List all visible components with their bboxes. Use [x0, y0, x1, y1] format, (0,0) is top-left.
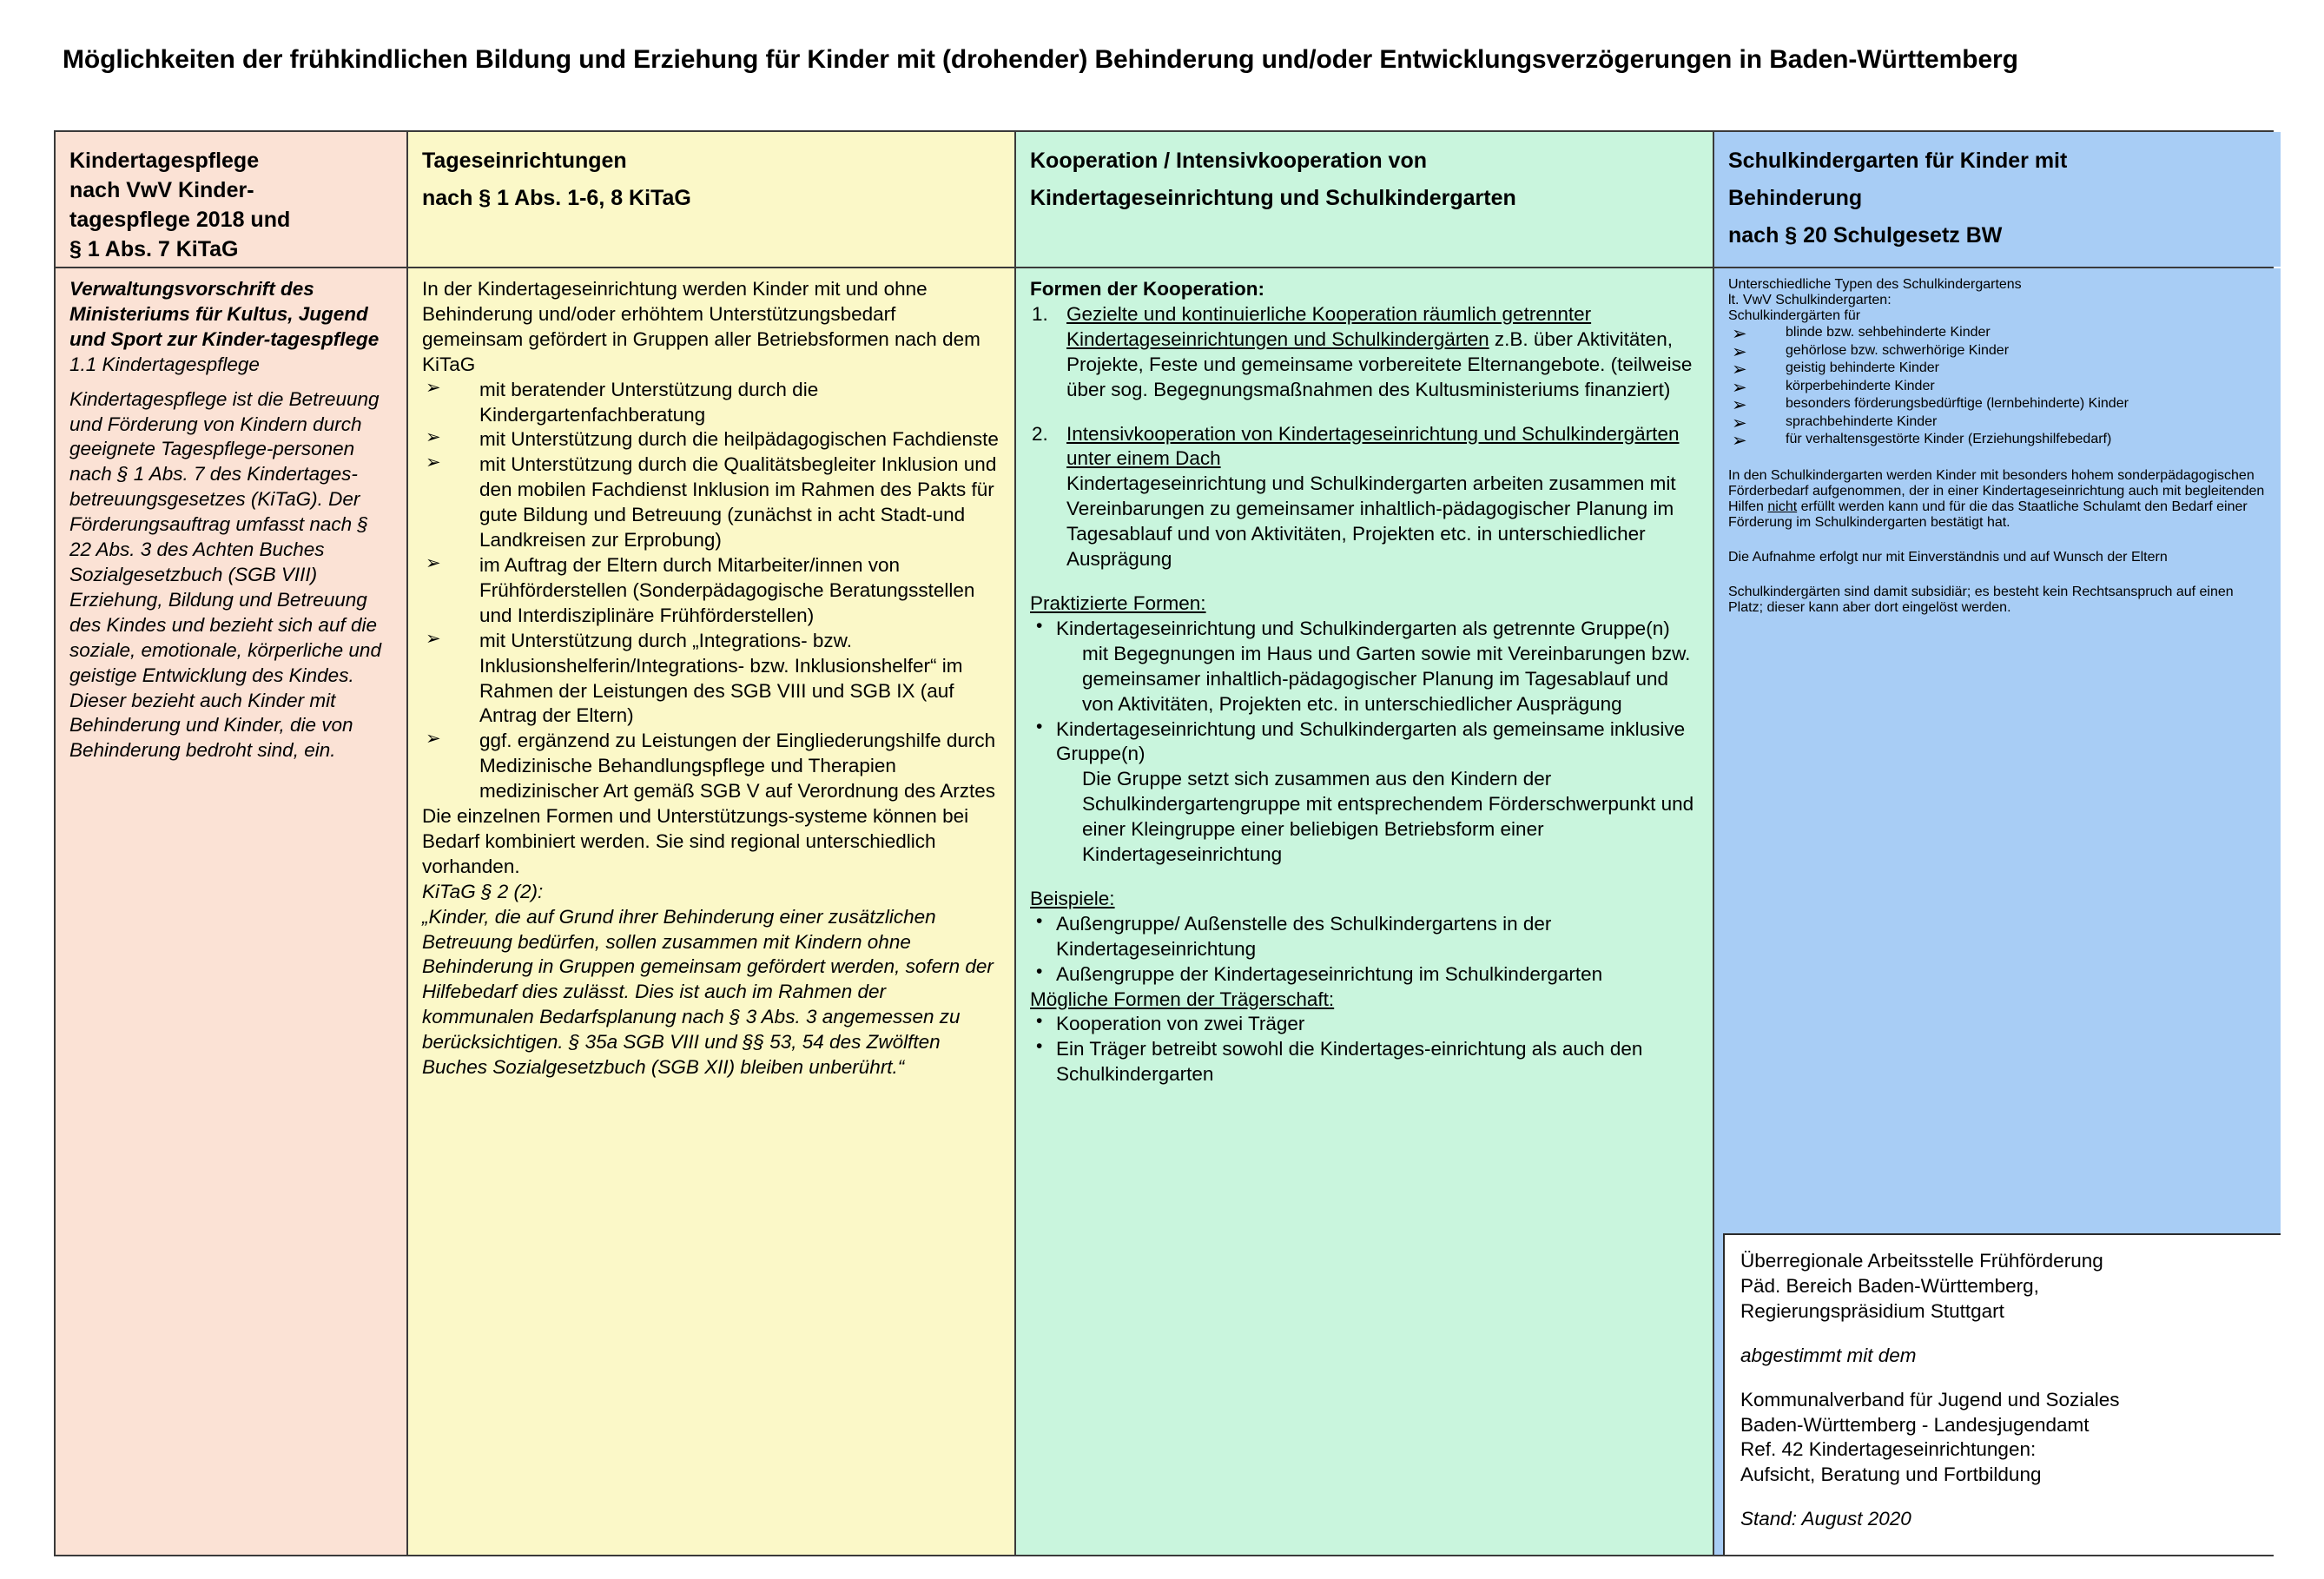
spacer: [1728, 449, 2267, 468]
footer-partner-line3: Ref. 42 Kindertageseinrichtungen:: [1740, 1438, 2037, 1461]
arrow-bullet-icon: ➢: [1732, 413, 1747, 433]
list-item-label: mit Unterstützung durch „Integrations- bzw. Inklusionshelferin/Integrations- bzw. Inklusionshelfer“ im Rahmen der Leistungen des SGB VIII und SGB IX (auf Antrag der Eltern): [479, 629, 963, 727]
col3-item2-rest: Kindertageseinrichtung und Schulkindergarten arbeiten zusammen mit Vereinbarungen zu gemeinsamer inhaltlich-pädagogischer Planung im Tagesablauf und von Aktivitäten, Projekten etc. in unterschiedlicher Ausprägung: [1066, 472, 1676, 571]
column-body-schulkindergarten: [1714, 268, 2281, 1555]
col3-practiced-list: [1030, 617, 1699, 868]
col1-header-line1: Kindertagespflege: [69, 149, 260, 173]
list-number: 2.: [1032, 422, 1048, 445]
list-number: 1.: [1032, 302, 1048, 325]
column-header-tageseinrichtungen: [408, 132, 1014, 267]
col3-item1-rest: z.B. über Aktivitäten, Projekte, Feste und gemeinsame vorbereitete Elternangebote. (teilweise über sog. Begegnungsmaßnahmen des Kultusministeriums finanziert): [1066, 327, 1693, 400]
arrow-bullet-icon: ➢: [426, 729, 441, 750]
col2-intro: In der Kindertageseinrichtung werden Kinder mit und ohne Behinderung und/oder erhöhtem Unterstützungsbedarf gemeinsam gefördert in Gruppen aller Betriebsformen nach dem KiTaG: [422, 278, 980, 375]
list-item-label: Ein Träger betreibt sowohl die Kindertages-einrichtung als auch den Schulkindergarten: [1056, 1038, 1643, 1086]
arrow-bullet-icon: ➢: [426, 377, 441, 398]
dot-bullet-icon: •: [1036, 1011, 1043, 1032]
footer-coordinated: abgestimmt mit dem: [1740, 1344, 1917, 1366]
col2-support-list: [422, 378, 1000, 804]
list-item: [1728, 395, 2267, 416]
col4-types-list: [1728, 324, 2267, 452]
list-item-label: mit beratender Unterstützung durch die Kindergartenfachberatung: [479, 378, 819, 426]
list-item-label: Kindertageseinrichtung und Schulkindergarten als getrennte Gruppe(n): [1056, 617, 1670, 639]
list-item: [422, 629, 1000, 730]
spacer: [1030, 572, 1699, 591]
header-spacer: [1030, 175, 1699, 183]
spacer: [1030, 868, 1699, 887]
column-body-kooperation: [1016, 268, 1713, 1555]
page-title: Möglichkeiten der frühkindlichen Bildung und Erziehung für Kinder mit (drohender) Behinderung und/oder Entwicklungsverzögerungen in Baden-Württemberg: [63, 45, 2018, 74]
list-item: [422, 553, 1000, 629]
col4-header-line3: nach § 20 Schulgesetz BW: [1728, 223, 2003, 248]
spacer: [69, 378, 393, 387]
col4-para2: Die Aufnahme erfolgt nur mit Einverständnis und auf Wunsch der Eltern: [1728, 549, 2168, 565]
col1-header-line2: nach VwV Kinder-: [69, 178, 254, 202]
col4-content: [1714, 268, 2281, 1246]
footer-org-line3: Regierungspräsidium Stuttgart: [1740, 1299, 2004, 1322]
col4-intro-line1: Unterschiedliche Typen des Schulkindergartens: [1728, 277, 2022, 292]
list-item: [1728, 360, 2267, 378]
col4-para1-emphasis: nicht: [1767, 499, 1798, 514]
col3-traeger-title: Mögliche Formen der Trägerschaft:: [1030, 988, 1335, 1010]
spacer: [1030, 403, 1699, 422]
list-item: [422, 729, 1000, 804]
col4-para1-b: erfüllt werden kann und für die das Staatliche Schulamt den Bedarf einer Förderung im Schulkindergarten bestätigt hat.: [1728, 499, 2248, 530]
footer-org-line2: Päd. Bereich Baden-Württemberg,: [1740, 1274, 2039, 1297]
spacer: [1740, 1488, 2270, 1507]
arrow-bullet-icon: ➢: [1732, 360, 1747, 380]
col3-section-title: Formen der Kooperation:: [1030, 278, 1265, 300]
col3-practiced-title: Praktizierte Formen:: [1030, 591, 1206, 614]
dot-bullet-icon: •: [1036, 910, 1043, 931]
spacer: [1728, 565, 2267, 585]
header-spacer: [1728, 213, 2267, 221]
col4-header-line1: Schulkindergarten für Kinder mit: [1728, 149, 2068, 173]
arrow-bullet-icon: ➢: [1732, 324, 1747, 344]
list-item: [1030, 1012, 1699, 1037]
col2-header-line2: nach § 1 Abs. 1-6, 8 KiTaG: [422, 186, 691, 210]
header-spacer: [1728, 175, 2267, 183]
list-item: [1728, 413, 2267, 432]
col1-header-line3: tagespflege 2018 und: [69, 208, 291, 232]
col1-subheading: 1.1 Kindertagespflege: [69, 353, 260, 375]
footer-info-box: [1723, 1233, 2281, 1555]
spacer: [1740, 1325, 2270, 1344]
column-header-kindertagespflege: [56, 132, 406, 267]
list-item: [422, 427, 1000, 453]
dot-bullet-icon: •: [1036, 1036, 1043, 1057]
list-item: [1030, 717, 1699, 868]
list-item: [1728, 378, 2267, 396]
list-item-label: im Auftrag der Eltern durch Mitarbeiter/innen von Frühförderstellen (Sonderpädagogische Beratungsstellen und Interdisziplinäre Frühförderstellen): [479, 553, 975, 626]
list-item-label: Außengruppe der Kindertageseinrichtung im Schulkindergarten: [1056, 962, 1603, 985]
col1-paragraph: Kindertagespflege ist die Betreuung und Förderung von Kindern durch geeignete Tagespflege-personen nach § 1 Abs. 7 des Kindertages-betreuungsgesetzes (KiTaG). Der Förderungsauftrag umfasst nach § 22 Abs. 3 des Achten Buches Sozialgesetzbuch (SGB VIII) Erziehung, Bildung und Betreuung des Kindes und bezieht sich auf die soziale, emotionale, körperliche und geistige Entwicklung des Kindes. Dieser bezieht auch Kinder mit Behinderung und Kinder, die von Behinderung bedroht sind, ein.: [69, 387, 381, 762]
spacer: [1740, 1369, 2270, 1388]
footer-partner-line2: Baden-Württemberg - Landesjugendamt: [1740, 1413, 2090, 1436]
list-item: [1030, 962, 1699, 988]
col2-header-line1: Tageseinrichtungen: [422, 149, 627, 173]
col4-intro-line3: Schulkindergärten für: [1728, 308, 1861, 323]
arrow-bullet-icon: ➢: [426, 628, 441, 649]
list-item-label: für verhaltensgestörte Kinder (Erziehungshilfebedarf): [1786, 432, 2112, 447]
overview-table: [54, 130, 2274, 1556]
col4-intro-line2: lt. VwV Schulkindergarten:: [1728, 293, 1892, 307]
col1-heading: Verwaltungsvorschrift des Ministeriums für Kultus, Jugend und Sport zur Kinder-tagespflege: [69, 278, 380, 350]
list-item-label: ggf. ergänzend zu Leistungen der Eingliederungshilfe durch Medizinische Behandlungspflege und Therapien medizinischer Art gemäß SGB V auf Verordnung des Arztes: [479, 730, 996, 803]
arrow-bullet-icon: ➢: [1732, 431, 1747, 452]
header-spacer: [422, 175, 1000, 183]
col1-header-line4: § 1 Abs. 7 KiTaG: [69, 237, 239, 261]
col3-examples-list: [1030, 912, 1699, 988]
col3-traeger-list: [1030, 1012, 1699, 1087]
arrow-bullet-icon: ➢: [426, 453, 441, 473]
col4-para3: Schulkindergärten sind damit subsidiär; es besteht kein Rechtsanspruch auf einen Platz; dieser kann aber dort eingelöst werden.: [1728, 584, 2234, 615]
footer-partner-line4: Aufsicht, Beratung und Fortbildung: [1740, 1463, 2042, 1486]
list-item-label: Kooperation von zwei Träger: [1056, 1013, 1305, 1035]
arrow-bullet-icon: ➢: [1732, 377, 1747, 398]
col2-quote: „Kinder, die auf Grund ihrer Behinderung einer zusätzlichen Betreuung bedürfen, sollen zusammen mit Kindern ohne Behinderung in Gruppen gemeinsam gefördert werden, sofern der Hilfebedarf dies zulässt. Dies ist auch im Rahmen der kommunalen Bedarfsplanung nach § 3 Abs. 3 angemessen zu berücksichtigen. § 35a SGB VIII und §§ 53, 54 des Zwölften Buches Sozialgesetzbuch (SGB XII) bleiben unberührt.“: [422, 905, 994, 1079]
col4-para1: [1728, 468, 2267, 531]
col4-header-line2: Behinderung: [1728, 186, 1863, 210]
list-item: [1728, 431, 2267, 452]
col3-header-line1: Kooperation / Intensivkooperation von: [1030, 149, 1427, 173]
footer-stand: Stand: August 2020: [1740, 1508, 1911, 1530]
col3-item1-underlined: Gezielte und kontinuierliche Kooperation räumlich getrennter Kindertageseinrichtungen und Schulkindergärten: [1066, 302, 1592, 350]
list-item: [1030, 617, 1699, 717]
list-item-label: geistig behinderte Kinder: [1786, 360, 1940, 376]
list-item-label: gehörlose bzw. schwerhörige Kinder: [1786, 342, 2010, 358]
arrow-bullet-icon: ➢: [426, 552, 441, 573]
dot-bullet-icon: •: [1036, 615, 1043, 636]
footer-partner-line1: Kommunalverband für Jugend und Soziales: [1740, 1388, 2120, 1411]
list-item: [422, 378, 1000, 428]
column-body-tageseinrichtungen: [408, 268, 1014, 1555]
list-item-label: mit Unterstützung durch die heilpädagogischen Fachdienste: [479, 428, 999, 451]
arrow-bullet-icon: ➢: [1732, 341, 1747, 362]
spacer: [1728, 531, 2267, 550]
list-item-label: mit Unterstützung durch die Qualitätsbegleiter Inklusion und den mobilen Fachdienst Inklusion im Rahmen des Pakts für gute Bildung und Betreuung (zunächst in acht Stadt-und Landkreisen zur Erprobung): [479, 453, 997, 552]
list-item: [1728, 324, 2267, 342]
list-item: [1030, 912, 1699, 962]
column-body-kindertagespflege: [56, 268, 406, 1555]
list-item-label: Außengruppe/ Außenstelle des Schulkindergartens in der Kindertageseinrichtung: [1056, 912, 1552, 960]
list-item-detail: Die Gruppe setzt sich zusammen aus den Kindern der Schulkindergartengruppe mit entsprechendem Förderschwerpunkt und einer Kleingruppe einer beliebigen Betriebsform einer Kindertageseinrichtung: [1082, 768, 1694, 866]
list-item-detail: mit Begegnungen im Haus und Garten sowie mit Vereinbarungen bzw. gemeinsamer inhaltlich-pädagogischer Planung im Tagesablauf und von Aktivitäten, Projekten etc. in unterschiedlicher Ausprägung: [1082, 642, 1691, 715]
dot-bullet-icon: •: [1036, 961, 1043, 981]
col2-after-bullets: Die einzelnen Formen und Unterstützungs-systeme können bei Bedarf kombiniert werden. Sie sind regional unterschiedlich vorhanden.: [422, 805, 969, 877]
list-item-label: Kindertageseinrichtung und Schulkindergarten als gemeinsame inklusive Gruppe(n): [1056, 717, 1686, 765]
column-header-kooperation: [1016, 132, 1713, 267]
list-item: [1728, 342, 2267, 360]
arrow-bullet-icon: ➢: [426, 427, 441, 448]
column-header-schulkindergarten: [1714, 132, 2281, 267]
col3-examples-title: Beispiele:: [1030, 887, 1115, 909]
list-item: [1030, 302, 1699, 403]
list-item: [1030, 1037, 1699, 1087]
list-item-label: besonders förderungsbedürftige (lernbehinderte) Kinder: [1786, 396, 2129, 412]
list-item: [1030, 422, 1699, 572]
col3-item2-underlined: Intensivkooperation von Kindertageseinrichtung und Schulkindergärten unter einem Dach: [1066, 422, 1680, 470]
list-item-label: körperbehinderte Kinder: [1786, 378, 1935, 393]
col3-forms-list: [1030, 302, 1699, 572]
list-item-label: sprachbehinderte Kinder: [1786, 413, 1938, 429]
footer-org-line1: Überregionale Arbeitsstelle Frühförderung: [1740, 1250, 2103, 1272]
col4-para1-a: In den Schulkindergarten werden Kinder mit besonders hohem sonderpädagogischen Förderbedarf aufgenommen, der in einer Kindertageseinrichtung auch mit begleitenden Hilfen: [1728, 467, 2265, 514]
list-item-label: blinde bzw. sehbehinderte Kinder: [1786, 325, 1991, 340]
list-item: [422, 453, 1000, 553]
col2-law-ref: KiTaG § 2 (2):: [422, 880, 544, 902]
col3-header-line2: Kindertageseinrichtung und Schulkindergarten: [1030, 186, 1516, 210]
arrow-bullet-icon: ➢: [1732, 395, 1747, 416]
dot-bullet-icon: •: [1036, 716, 1043, 737]
